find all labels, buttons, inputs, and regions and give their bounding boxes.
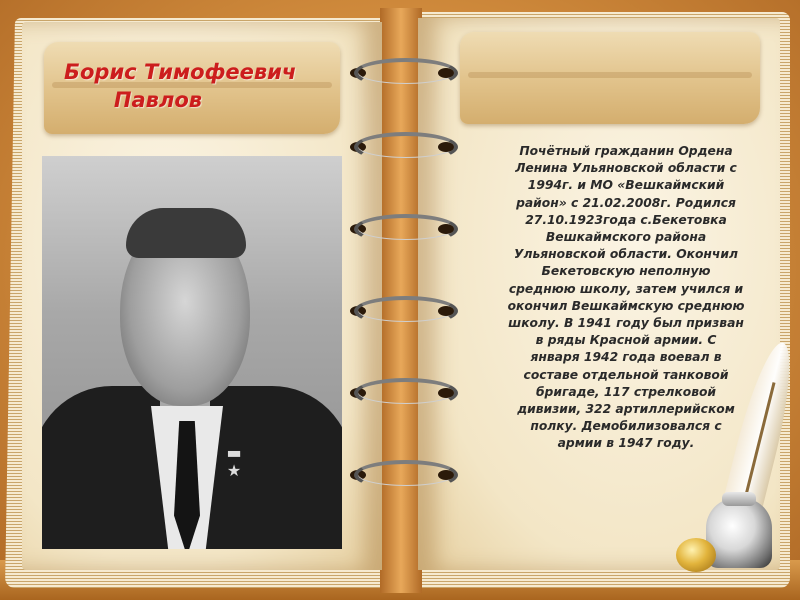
person-name-title [50, 58, 336, 114]
decor-banner [460, 32, 760, 124]
binder-ring [344, 378, 460, 404]
inkpot-cap [722, 492, 756, 506]
title-second-line: Павлов [113, 88, 203, 112]
photo-hair [126, 208, 246, 258]
medal-icon: ▬ ★ [226, 443, 242, 480]
inkpot-icon [706, 498, 772, 568]
binder-ring [344, 58, 460, 84]
binder-ring [344, 132, 460, 158]
binder-ring [344, 460, 460, 486]
biography-text: Почётный гражданин Ордена Ленина Ульяновской области с 1994г. и МО «Вешкаймский район» с 21.02.2008г. Родился 27.10.1923года с.Бекетовка Вешкаймского района Ульяновской области. Окончил Бекетовскую неполную среднюю школу, затем учился и окончил Вешкаймскую среднюю школу. В 1941 году был призван в ряды Красной армии. С января 1942 года воевал в составе отдельной танковой бригаде, 117 стрелковой дивизии, 322 артиллерийском полку. Демобилизовался с армии в 1947 году. [507, 144, 745, 451]
binder-ring [344, 296, 460, 322]
inkpot-lid-icon [676, 538, 716, 572]
title-first-line: Борис Тимофеевич [64, 60, 297, 84]
binder-ring [344, 214, 460, 240]
portrait-photo [42, 156, 342, 549]
